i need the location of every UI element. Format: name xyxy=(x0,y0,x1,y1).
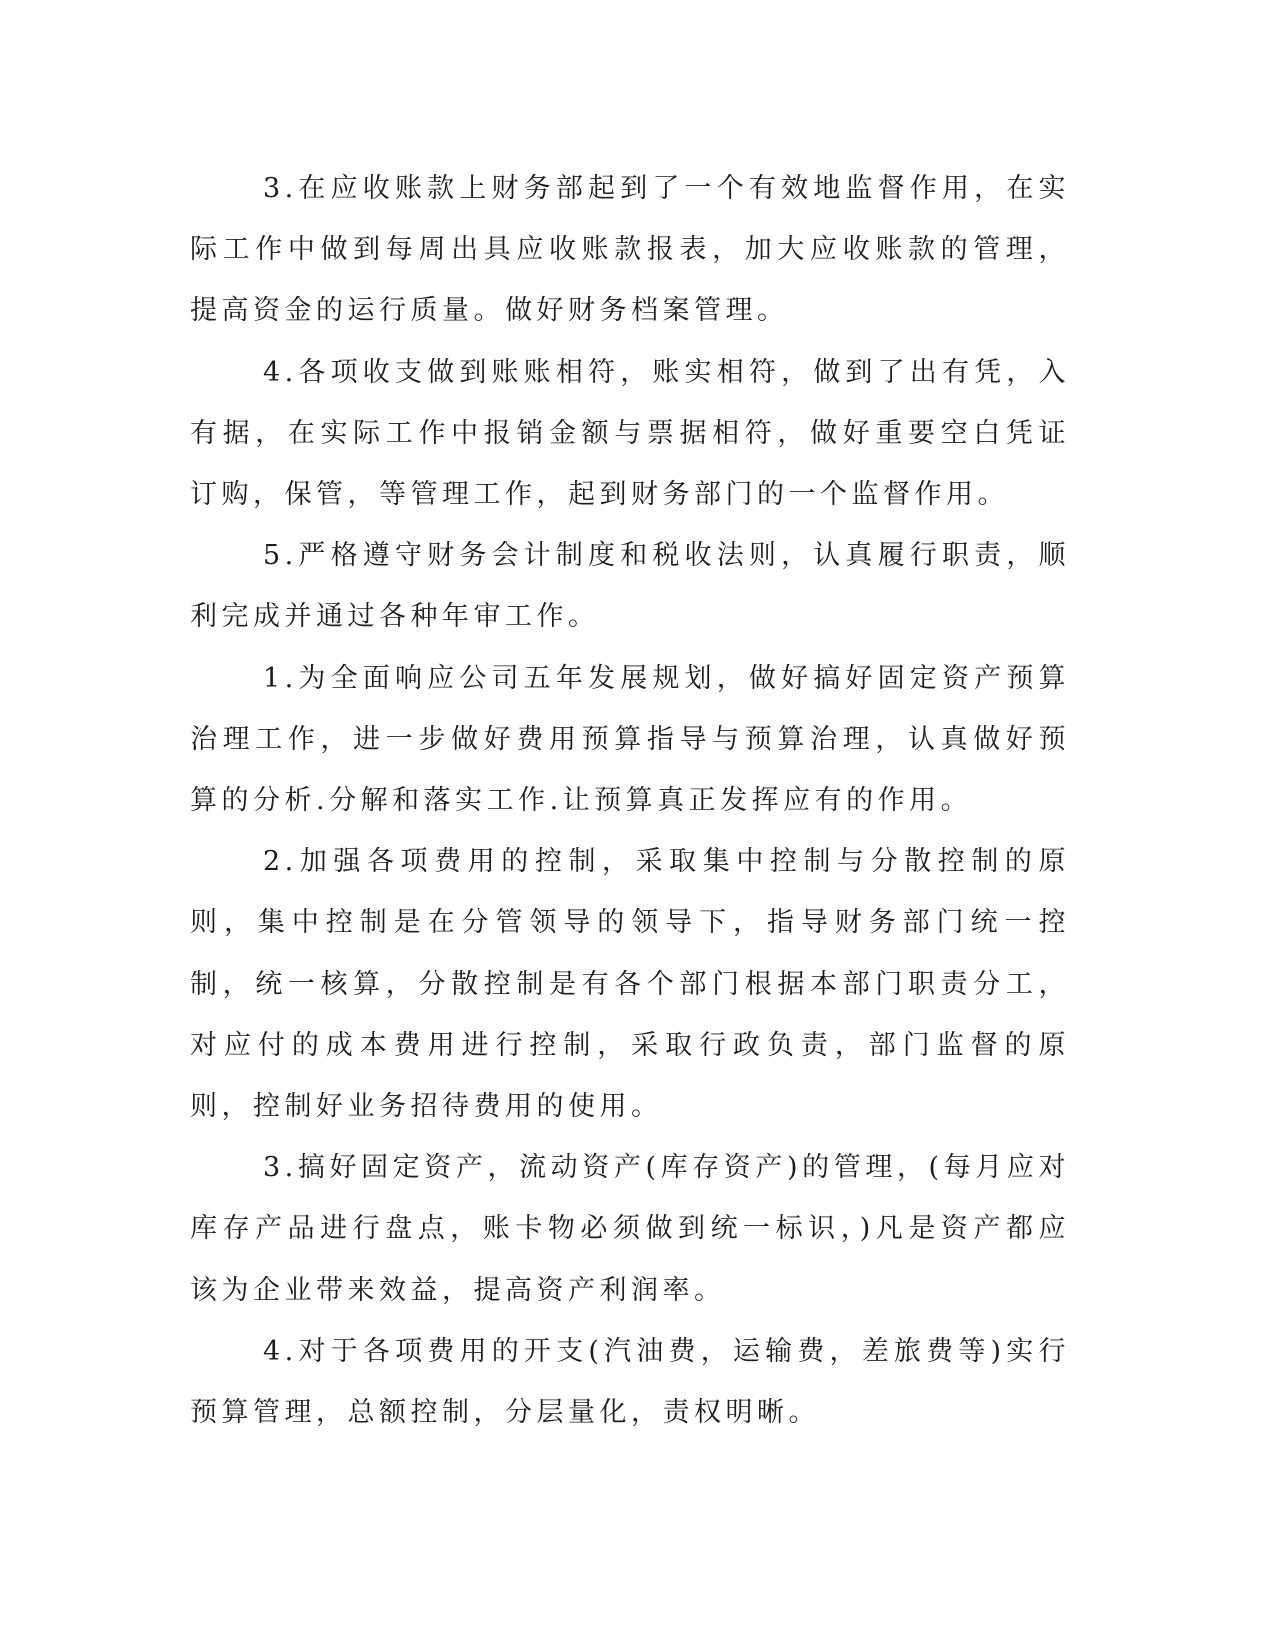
paragraph-cost-control: 2.加强各项费用的控制，采取集中控制与分散控制的原则，集中控制是在分管领导的领导下，指导财务部门统一控制，统一核算，分散控制是有各个部门根据本部门职责分工，对应付的成本费用进行控制，采取行政负责，部门监督的原则，控制好业务招待费用的使用。 xyxy=(190,846,1070,1123)
paragraph-receivables: 3.在应收账款上财务部起到了一个有效地监督作用，在实际工作中做到每周出具应收账款报表，加大应收账款的管理，提高资金的运行质量。做好财务档案管理。 xyxy=(190,173,1070,327)
paragraph-compliance: 5.严格遵守财务会计制度和税收法则，认真履行职责，顺利完成并通过各种年审工作。 xyxy=(190,540,1070,633)
paragraph-accounts-match: 4.各项收支做到账账相符，账实相符，做到了出有凭，入有据，在实际工作中报销金额与票据相符，做好重要空白凭证订购，保管，等管理工作，起到财务部门的一个监督作用。 xyxy=(190,356,1070,511)
paragraph-expense-budget: 4.对于各项费用的开支(汽油费，运输费，差旅费等)实行预算管理，总额控制，分层量化，责权明晰。 xyxy=(190,1335,1070,1429)
paragraph-asset-management: 3.搞好固定资产，流动资产(库存资产)的管理，(每月应对库存产品进行盘点，账卡物必须做到统一标识，)凡是资产都应该为企业带来效益，提高资产利润率。 xyxy=(190,1152,1070,1306)
document-body xyxy=(190,158,1070,1443)
paragraph-budget-plan: 1.为全面响应公司五年发展规划，做好搞好固定资产预算治理工作，进一步做好费用预算指导与预算治理，认真做好预算的分析.分解和落实工作.让预算真正发挥应有的作用。 xyxy=(190,662,1070,817)
